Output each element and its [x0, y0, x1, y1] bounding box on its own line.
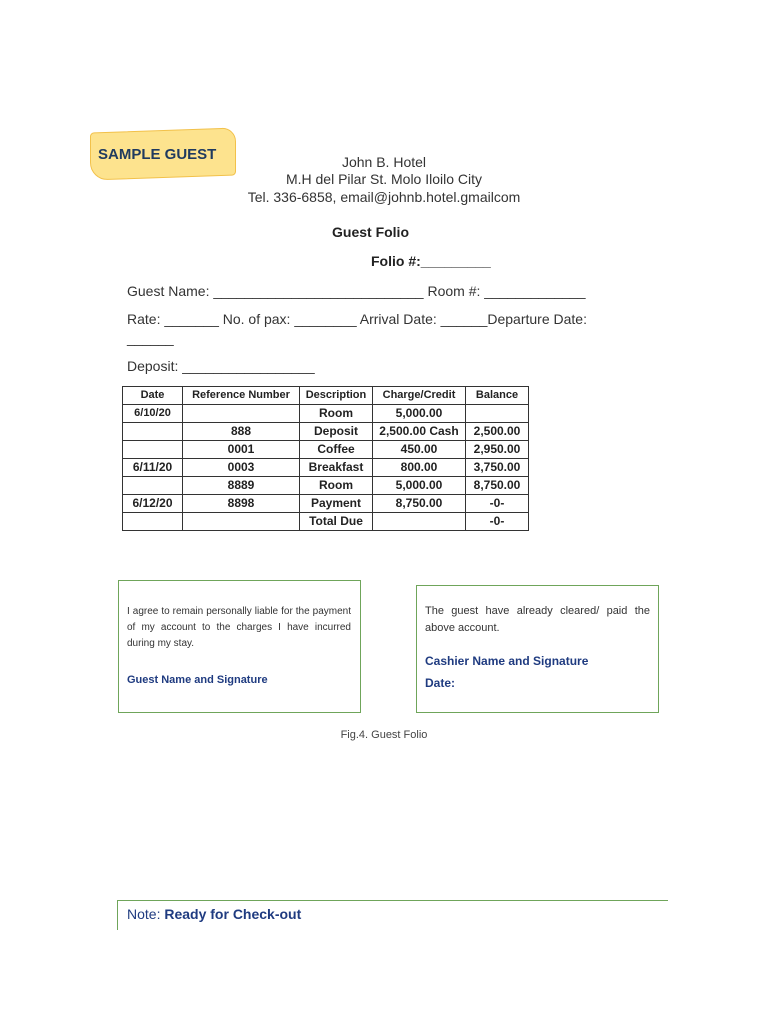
- cell-balance: 8,750.00: [466, 477, 529, 495]
- table-row: [123, 513, 529, 531]
- cell-date: [123, 423, 183, 441]
- guest-agreement-text: I agree to remain personally liable for the payment of my account to the charges I have incurred during my stay.: [127, 606, 351, 649]
- note-label: Note:: [127, 906, 161, 922]
- note-divider: [117, 900, 668, 901]
- cell-reference: 888: [183, 423, 300, 441]
- cashier-signature-label: Cashier Name and Signature: [425, 654, 589, 668]
- hotel-address: M.H del Pilar St. Molo Iloilo City: [285, 171, 483, 187]
- header-description: Description: [300, 387, 373, 405]
- form-title: Guest Folio: [332, 224, 409, 240]
- table-row: [123, 423, 529, 441]
- header-date: Date: [123, 387, 183, 405]
- hotel-contact: Tel. 336-6858, email@johnb.hotel.gmailcom: [247, 189, 521, 205]
- table-header-row: [123, 387, 529, 405]
- note-value: Ready for Check-out: [164, 906, 302, 922]
- table-row: [123, 495, 529, 513]
- folio-table: [122, 386, 529, 531]
- cell-balance: 2,950.00: [466, 441, 529, 459]
- cell-date: 6/11/20: [123, 459, 183, 477]
- cell-date: 6/10/20: [123, 405, 183, 423]
- table-row: [123, 459, 529, 477]
- note-left-border: [117, 900, 118, 930]
- guest-name-room-field: Guest Name: ___________________________ Room #: _____________: [127, 283, 586, 299]
- cell-description: Payment: [300, 495, 373, 513]
- sample-guest-label: SAMPLE GUEST: [98, 146, 217, 163]
- note: [127, 906, 301, 922]
- guest-signature-label: Guest Name and Signature: [127, 674, 268, 686]
- cell-description: Room: [300, 405, 373, 423]
- cell-balance: 3,750.00: [466, 459, 529, 477]
- cell-date: 6/12/20: [123, 495, 183, 513]
- table-row: [123, 477, 529, 495]
- cell-charge: 450.00: [373, 441, 466, 459]
- header-charge-credit: Charge/Credit: [373, 387, 466, 405]
- cell-reference: 8889: [183, 477, 300, 495]
- cell-balance: -0-: [466, 495, 529, 513]
- cell-date: [123, 477, 183, 495]
- cell-reference: [183, 513, 300, 531]
- cell-reference: 0003: [183, 459, 300, 477]
- cell-description: Room: [300, 477, 373, 495]
- cell-description: Breakfast: [300, 459, 373, 477]
- cell-description: Deposit: [300, 423, 373, 441]
- cell-date: [123, 513, 183, 531]
- header-balance: Balance: [466, 387, 529, 405]
- cell-reference: [183, 405, 300, 423]
- cell-charge: 8,750.00: [373, 495, 466, 513]
- cell-reference: 0001: [183, 441, 300, 459]
- cell-reference: 8898: [183, 495, 300, 513]
- cell-charge: 5,000.00: [373, 405, 466, 423]
- table-row: [123, 405, 529, 423]
- cell-balance: -0-: [466, 513, 529, 531]
- rate-pax-dates-field: Rate: _______ No. of pax: ________ Arrival Date: ______Departure Date:: [127, 311, 587, 327]
- cell-balance: [466, 405, 529, 423]
- cell-charge: 5,000.00: [373, 477, 466, 495]
- deposit-field: Deposit: _________________: [127, 358, 315, 374]
- departure-date-blank: ______: [127, 330, 174, 346]
- header-reference-number: Reference Number: [183, 387, 300, 405]
- cell-balance: 2,500.00: [466, 423, 529, 441]
- figure-caption: Fig.4. Guest Folio: [340, 729, 428, 741]
- folio-number-field: Folio #:_________: [371, 253, 491, 269]
- cell-date: [123, 441, 183, 459]
- cashier-date-label: Date:: [425, 676, 456, 690]
- cell-description: Total Due: [300, 513, 373, 531]
- cell-charge: [373, 513, 466, 531]
- table-row: [123, 441, 529, 459]
- cell-charge: 2,500.00 Cash: [373, 423, 466, 441]
- cell-charge: 800.00: [373, 459, 466, 477]
- cell-description: Coffee: [300, 441, 373, 459]
- hotel-name: John B. Hotel: [341, 154, 427, 170]
- cashier-clearance-text: The guest have already cleared/ paid the above account.: [425, 605, 650, 634]
